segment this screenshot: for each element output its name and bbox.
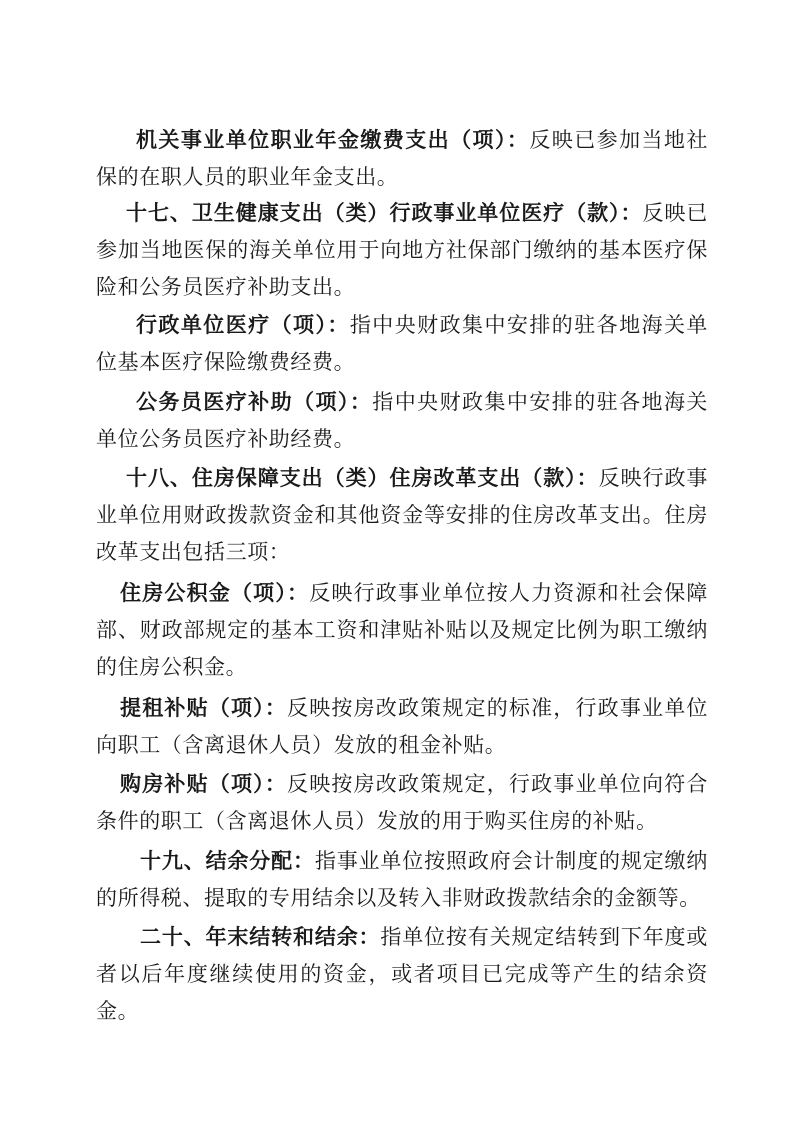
paragraph-body: 指单位按有关规定结转到下年度或者以后年度继续使用的资金，或者项目已完成等产生的结余资金。 [96, 925, 708, 1023]
paragraph-health-expenditure [96, 194, 708, 306]
paragraph-heading: 住房公积金（项）： [120, 580, 310, 605]
paragraph-housing-expenditure [96, 459, 708, 571]
paragraph-heading: 十九、结余分配： [140, 848, 315, 873]
paragraph-rent-subsidy [96, 689, 708, 764]
paragraph-body: 反映已参加当地社保的在职人员的职业年金支出。 [96, 128, 708, 189]
paragraph-body: 指中央财政集中安排的驻各地海关单位基本医疗保险缴费经费。 [96, 313, 708, 374]
paragraph-body: 反映按房改政策规定的标准，行政事业单位向职工（含离退休人员）发放的租金补贴。 [96, 696, 708, 757]
paragraph-body: 反映行政事业单位用财政拨款资金和其他资金等安排的住房改革支出。住房改革支出包括三项： [96, 466, 709, 564]
paragraph-heading: 购房补贴（项）： [120, 771, 288, 796]
paragraph-civil-servant-medical [96, 383, 708, 458]
paragraph-body: 反映按房改政策规定，行政事业单位向符合条件的职工（含离退休人员）发放的用于购买住房的补贴。 [96, 772, 708, 833]
paragraph-occupational-annuity [96, 121, 708, 196]
paragraph-heading: 十八、住房保障支出（类）住房改革支出（款）： [126, 465, 599, 490]
paragraph-surplus-distribution [96, 842, 708, 917]
paragraph-heading: 公务员医疗补助（项）： [136, 389, 373, 414]
paragraph-heading: 提租补贴（项）： [120, 695, 288, 720]
paragraph-heading: 机关事业单位职业年金缴费支出（项）： [136, 127, 530, 152]
paragraph-heading: 二十、年末结转和结余： [140, 924, 381, 949]
paragraph-admin-medical [96, 306, 708, 381]
paragraph-body: 指中央财政集中安排的驻各地海关单位公务员医疗补助经费。 [96, 390, 708, 451]
paragraph-year-end-carryover [96, 918, 708, 1030]
paragraph-body: 反映已参加当地医保的海关单位用于向地方社保部门缴纳的基本医疗保险和公务员医疗补助支出。 [96, 201, 708, 299]
paragraph-heading: 十七、卫生健康支出（类）行政事业单位医疗（款）： [126, 200, 643, 225]
paragraph-heading: 行政单位医疗（项）： [136, 312, 350, 337]
paragraph-body: 反映行政事业单位按人力资源和社会保障部、财政部规定的基本工资和津贴补贴以及规定比例为职工缴纳的住房公积金。 [96, 581, 708, 679]
paragraph-purchase-subsidy [96, 765, 708, 840]
paragraph-housing-fund [96, 574, 708, 686]
paragraph-body: 指事业单位按照政府会计制度的规定缴纳的所得税、提取的专用结余以及转入非财政拨款结余的金额等。 [96, 849, 708, 910]
